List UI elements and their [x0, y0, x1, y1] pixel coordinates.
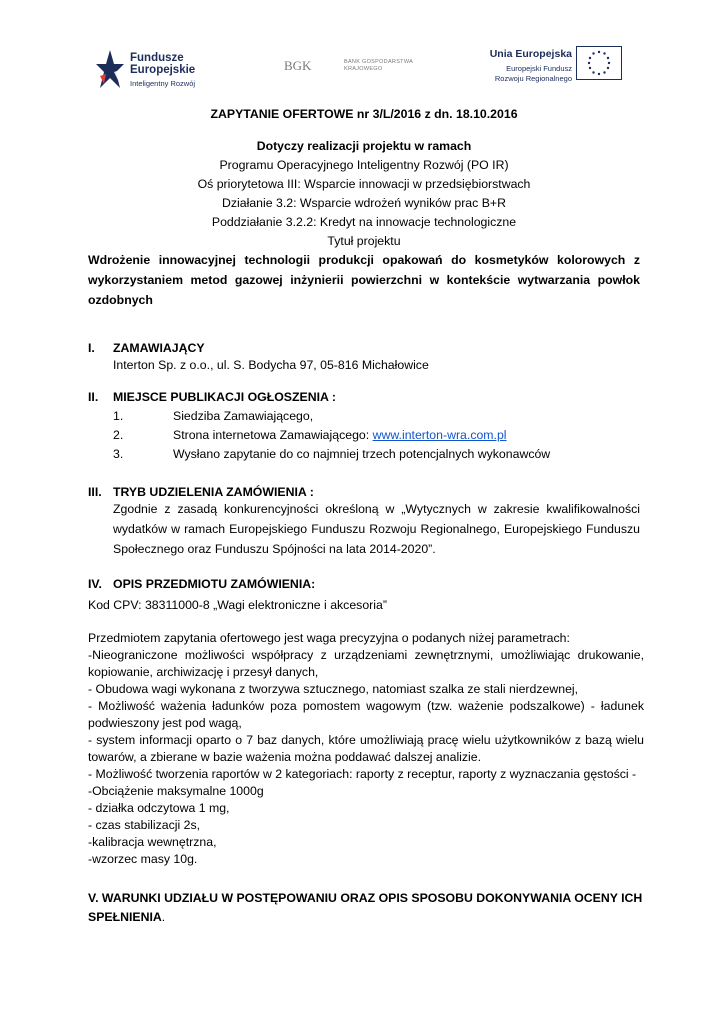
s4-number: IV.	[88, 577, 102, 591]
s2-item-number: 1.	[113, 409, 124, 423]
project-heading: Dotyczy realizacji projektu w ramach	[256, 139, 472, 153]
spec-line: - Możliwość ważenia ładunków poza pomostem wagowym (tzw. ważenie podszalkowe) - ładunek podwieszony jest pod wagą,	[88, 699, 644, 730]
s5-heading-line1: V. WARUNKI UDZIAŁU W POSTĘPOWANIU ORAZ OPIS SPOSOBU DOKONYWANIA OCENY ICH	[88, 891, 643, 905]
s1-heading: ZAMAWIAJĄCY	[113, 341, 205, 355]
s2-heading: MIEJSCE PUBLIKACJI OGŁOSZENIA :	[113, 390, 336, 404]
s2-item-number: 2.	[113, 428, 124, 442]
logo-header	[88, 44, 628, 96]
fe-line2: Europejskie	[130, 64, 196, 76]
spec-line: - system informacji oparto o 7 baz danych, które umożliwiają pracę wielu użytkowników z bazą wielu towarów, a zbierane w bazie ważenia można poddawać dalszej analizie.	[88, 733, 644, 764]
spec-line: - czas stabilizacji 2s,	[88, 818, 201, 832]
bgk-subtitle: BANK GOSPODARSTWA KRAJOWEGO	[344, 59, 414, 72]
specification-list	[88, 630, 644, 868]
cpv-code: Kod CPV: 38311000-8 „Wagi elektroniczne i akcesoria”	[88, 598, 387, 612]
spec-line: - Obudowa wagi wykonana z tworzywa sztucznego, natomiast szalka ze stali nierdzewnej,	[88, 682, 579, 696]
spec-line: -wzorzec masy 10g.	[88, 852, 198, 866]
document-title: ZAPYTANIE OFERTOWE nr 3/L/2016 z dn. 18.10.2016	[210, 107, 518, 121]
s4-heading: OPIS PRZEDMIOTU ZAMÓWIENIA:	[113, 577, 316, 591]
s1-text: Interton Sp. z o.o., ul. S. Bodycha 97, 05-816 Michałowice	[113, 358, 429, 372]
spec-line: Przedmiotem zapytania ofertowego jest waga precyzyjna o podanych niżej parametrach:	[88, 631, 570, 645]
project-title-text: Wdrożenie innowacyjnej technologii produkcji opakowań do kosmetyków kolorowych z wykorzystaniem metod gazowej inżynierii powierzchni w kontekście wytwarzania powłok ozdobnych	[88, 253, 640, 307]
spec-line: - działka odczytowa 1 mg,	[88, 801, 230, 815]
s1-number: I.	[88, 341, 95, 355]
s2-item-number: 3.	[113, 447, 124, 461]
fe-line3: Inteligentny Rozwój	[130, 79, 196, 88]
s2-item: Strona internetowa Zamawiającego: www.interton-wra.com.pl	[173, 428, 507, 442]
project-title-label: Tytuł projektu	[327, 234, 401, 248]
spec-line: - Możliwość tworzenia raportów w 2 kategoriach: raporty z receptur, raporty z wyznaczania gęstości -	[88, 767, 637, 781]
eu-flag-icon	[576, 46, 622, 80]
spec-line: -kalibracja wewnętrzna,	[88, 835, 217, 849]
bgk-logo	[284, 58, 434, 94]
program-line: Programu Operacyjnego Inteligentny Rozwój (PO IR)	[219, 158, 509, 172]
s5-heading-line2: SPEŁNIENIA.	[88, 910, 166, 924]
action-line: Działanie 3.2: Wsparcie wdrożeń wyników prac B+R	[222, 196, 506, 210]
s3-number: III.	[88, 485, 102, 499]
unia-europejska-logo	[480, 44, 630, 94]
s3-text: Zgodnie z zasadą konkurencyjności określoną w „Wytycznych w zakresie kwalifikowalności wydatków w ramach Europejskiego Funduszu Rozwoju Regionalnego, Europejskiego Funduszu Społecznego oraz Funduszu Spójności na lata 2014-2020”.	[113, 502, 640, 556]
fe-star-icon	[96, 50, 124, 92]
subaction-line: Poddziałanie 3.2.2: Kredyt na innowacje technologiczne	[211, 215, 517, 229]
axis-line: Oś priorytetowa III: Wsparcie innowacji w przedsiębiorstwach	[197, 177, 531, 191]
s3-heading: TRYB UDZIELENIA ZAMÓWIENIA :	[113, 485, 314, 499]
bgk-mark: BGK	[284, 58, 312, 73]
s2-number: II.	[88, 390, 99, 404]
fundusze-europejskie-logo	[96, 48, 226, 96]
ue-line1: Unia Europejska	[489, 48, 572, 60]
spec-line: -Obciążenie maksymalne 1000g	[88, 784, 264, 798]
ue-line3: Rozwoju Regionalnego	[494, 74, 572, 83]
website-link[interactable]: www.interton-wra.com.pl	[372, 428, 507, 442]
s2-item: Wysłano zapytanie do co najmniej trzech potencjalnych wykonawców	[173, 447, 551, 461]
fe-line1: Fundusze	[130, 52, 184, 64]
s2-item: Siedziba Zamawiającego,	[173, 409, 314, 423]
ue-line2: Europejski Fundusz	[506, 64, 572, 73]
spec-line: -Nieograniczone możliwości współpracy z urządzeniami zewnętrznymi, umożliwiając drukowanie, kopiowanie, archiwizację i przesył danych,	[88, 648, 644, 679]
